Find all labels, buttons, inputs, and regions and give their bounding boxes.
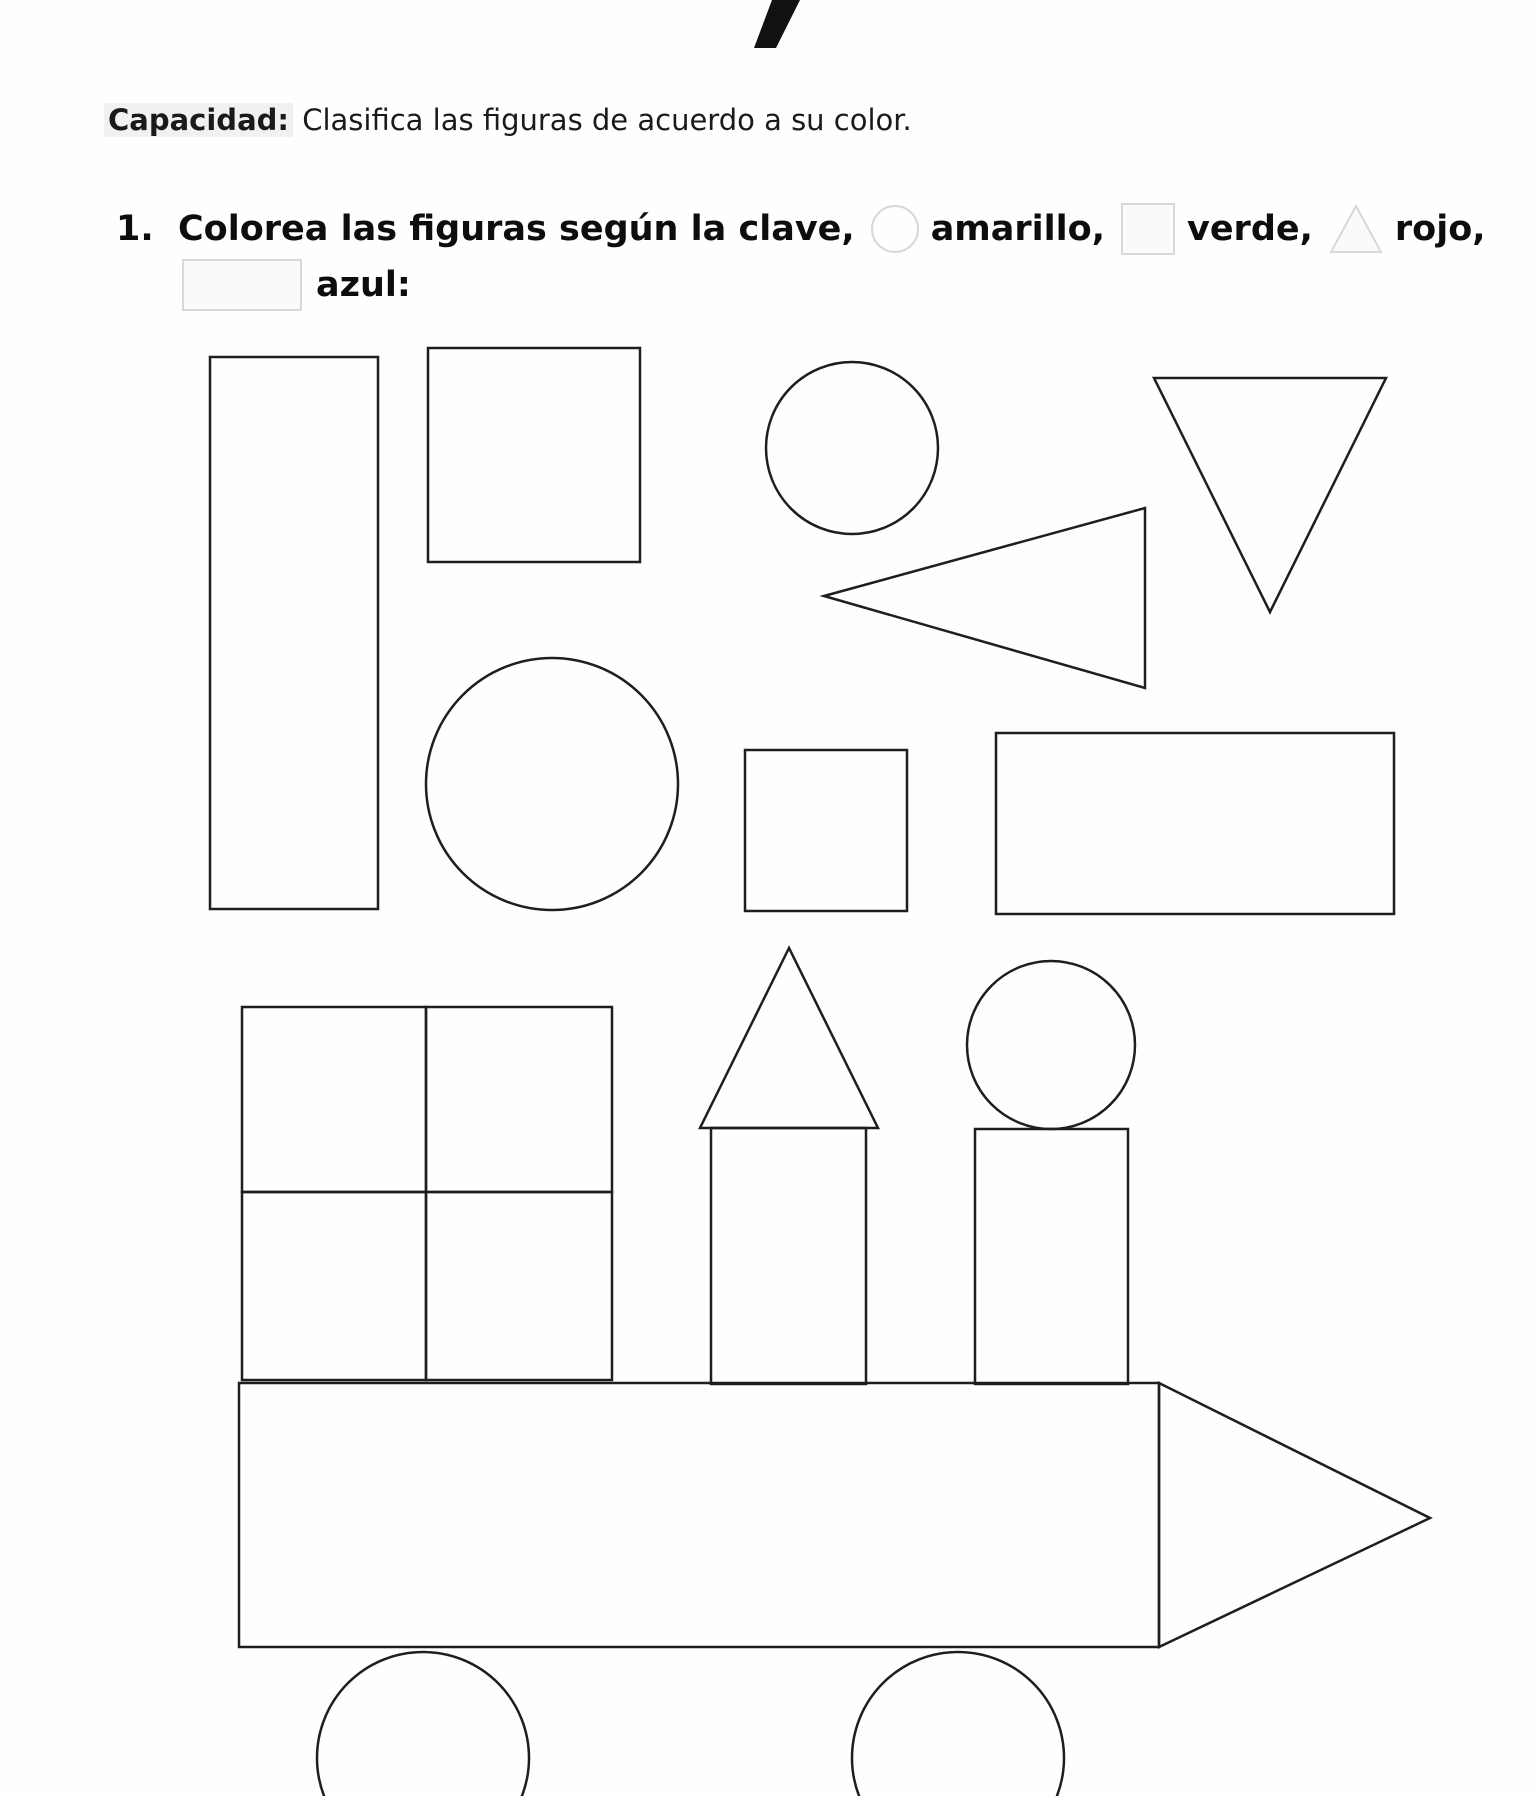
smokestack-rectangle[interactable] (975, 1129, 1128, 1384)
key-circle-color: amarillo, (930, 209, 1105, 249)
tall-rectangle[interactable] (210, 357, 378, 909)
square-small[interactable] (745, 750, 907, 911)
triangle-down[interactable] (1154, 378, 1386, 612)
chimney-circle[interactable] (967, 961, 1135, 1129)
circle-large[interactable] (426, 658, 678, 910)
train-window-top-right[interactable] (426, 1007, 612, 1192)
chimney-rectangle[interactable] (711, 1128, 866, 1384)
train-window-top-left[interactable] (242, 1007, 426, 1192)
train-window-bottom-right[interactable] (426, 1192, 612, 1380)
key-square-color: verde, (1187, 209, 1313, 249)
instruction-text: Colorea las figuras según la clave, (178, 209, 855, 249)
exercise-number: 1. (116, 209, 154, 249)
train-wheel-right[interactable] (852, 1652, 1064, 1796)
wide-rectangle[interactable] (996, 733, 1394, 914)
key-rectangle-color: azul: (316, 265, 411, 305)
capacity-text: Clasifica las figuras de acuerdo a su color. (302, 103, 912, 137)
square-top[interactable] (428, 348, 640, 562)
capacity-label: Capacidad: (104, 103, 293, 137)
chimney-triangle[interactable] (700, 948, 878, 1128)
train-body[interactable] (239, 1383, 1159, 1647)
key-triangle-color: rojo, (1394, 209, 1486, 249)
train-wheel-left[interactable] (317, 1652, 529, 1796)
train-window-bottom-left[interactable] (242, 1192, 426, 1380)
train-front-triangle[interactable] (1159, 1383, 1430, 1647)
triangle-left[interactable] (824, 508, 1145, 688)
circle-top[interactable] (766, 362, 938, 534)
